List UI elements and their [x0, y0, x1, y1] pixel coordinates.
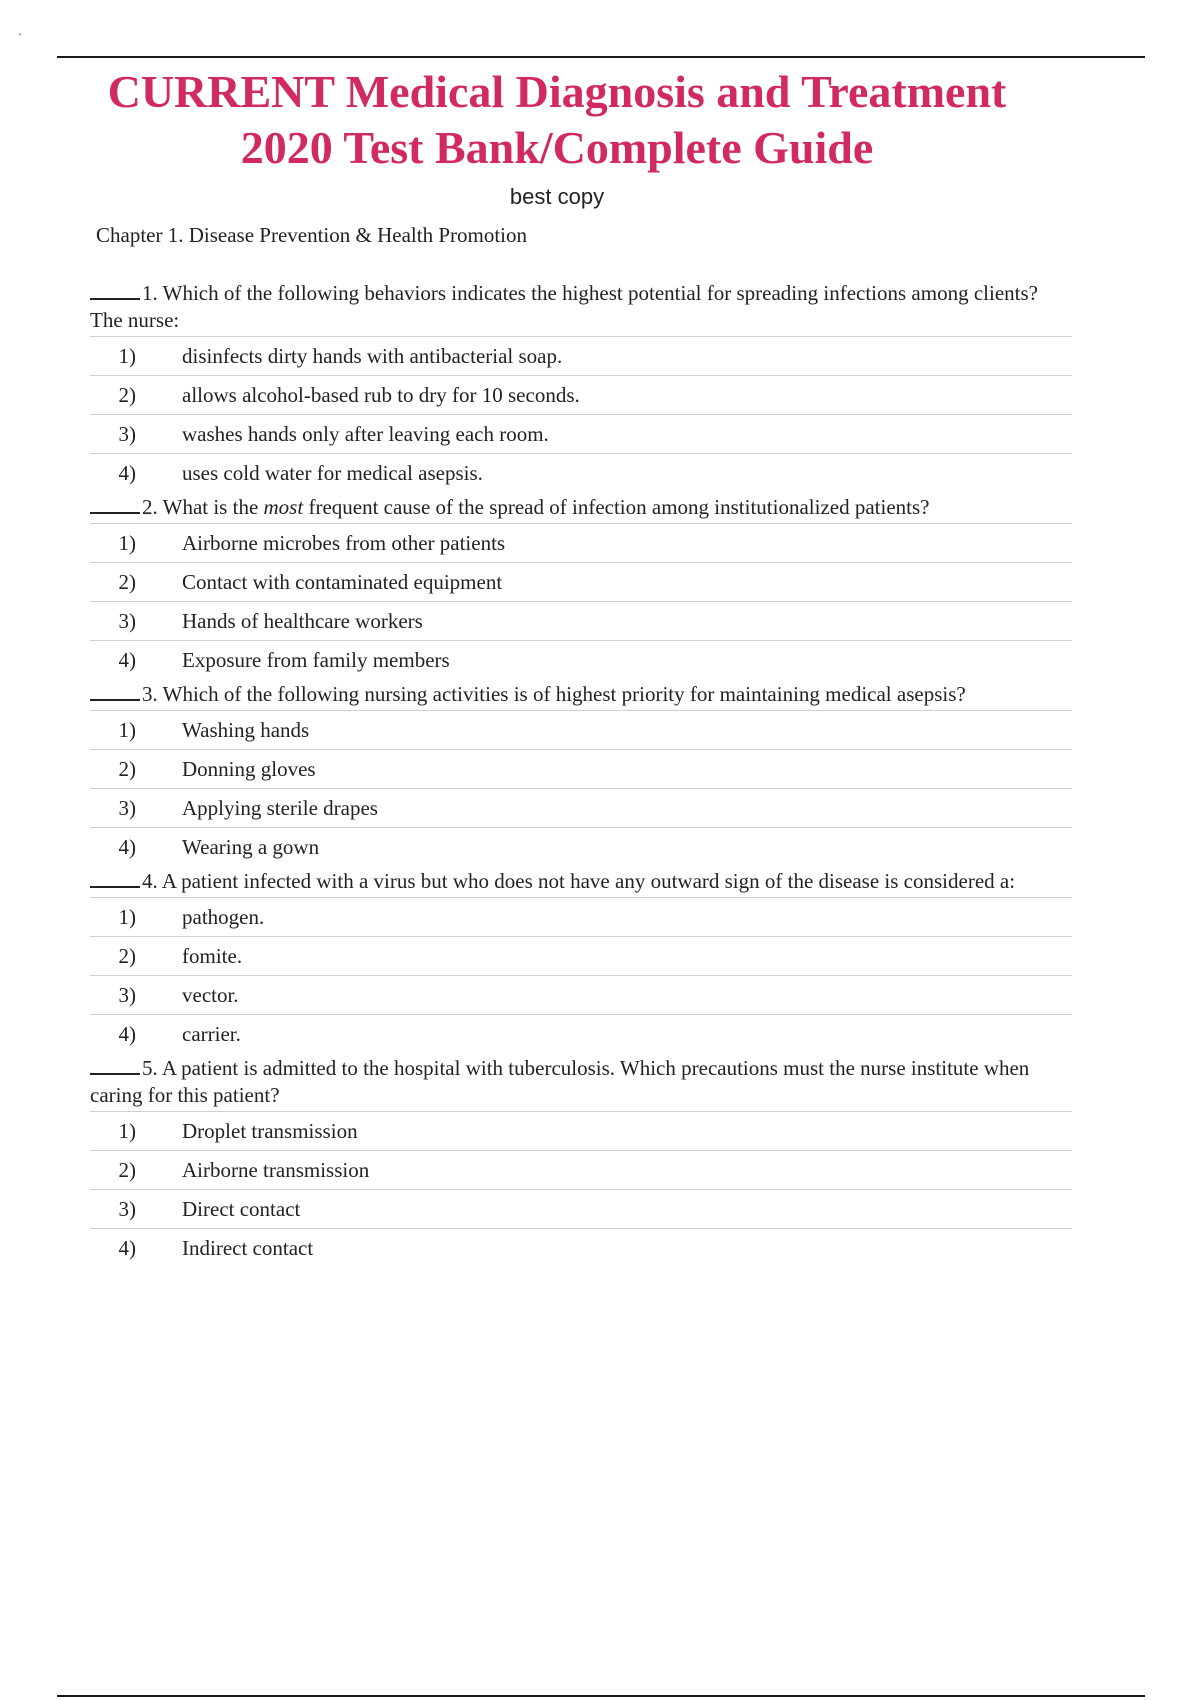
option-number: 1) [118, 904, 136, 929]
question-stem [90, 280, 1072, 334]
option-number: 4) [118, 1021, 136, 1046]
option-text: pathogen. [182, 904, 265, 929]
corner-mark: . [18, 22, 22, 38]
question-stem [90, 681, 1072, 708]
option-list [90, 523, 1072, 679]
question-stem [90, 868, 1072, 895]
option-text: Contact with contaminated equipment [182, 569, 503, 594]
question-list [90, 280, 1072, 1269]
option-row [90, 1014, 1072, 1053]
question-text-end: frequent cause of the spread of infection among institutionalized patients? [303, 495, 930, 519]
option-number: 4) [118, 834, 136, 859]
option-text: uses cold water for medical asepsis. [182, 460, 483, 485]
question-stem [90, 494, 1072, 521]
question-text: 2. What is the [142, 495, 264, 519]
document-title [57, 64, 1057, 176]
option-row [90, 897, 1072, 936]
option-row [90, 453, 1072, 492]
option-text: Direct contact [182, 1196, 301, 1221]
option-list [90, 897, 1072, 1053]
option-text: vector. [182, 982, 239, 1007]
question-text: 1. Which of the following behaviors indicates the highest potential for spreading infections among clients? The nurse: [90, 281, 1038, 332]
option-list [90, 336, 1072, 492]
option-row [90, 336, 1072, 375]
option-text: Donning gloves [182, 756, 316, 781]
option-row [90, 414, 1072, 453]
answer-blank[interactable] [90, 498, 140, 514]
option-text: disinfects dirty hands with antibacterial soap. [182, 343, 563, 368]
option-number: 4) [118, 460, 136, 485]
top-rule [57, 56, 1145, 58]
option-number: 3) [118, 1196, 136, 1221]
option-row [90, 601, 1072, 640]
question [90, 681, 1072, 866]
option-number: 1) [118, 1118, 136, 1143]
option-text: Airborne microbes from other patients [182, 530, 506, 555]
answer-blank[interactable] [90, 685, 140, 701]
option-row [90, 1150, 1072, 1189]
option-text: Droplet transmission [182, 1118, 358, 1143]
option-text: Hands of healthcare workers [182, 608, 423, 633]
option-row [90, 640, 1072, 679]
question [90, 280, 1072, 492]
question-emphasis: most [263, 495, 304, 519]
option-number: 1) [118, 717, 136, 742]
option-number: 4) [118, 1235, 136, 1260]
option-text: Indirect contact [182, 1235, 314, 1260]
option-row [90, 710, 1072, 749]
option-row [90, 936, 1072, 975]
option-row [90, 827, 1072, 866]
option-text: carrier. [182, 1021, 241, 1046]
option-number: 2) [118, 569, 136, 594]
option-row [90, 523, 1072, 562]
option-row [90, 975, 1072, 1014]
title-line-2: 2020 Test Bank/Complete Guide [240, 122, 874, 173]
option-list [90, 710, 1072, 866]
option-number: 2) [118, 382, 136, 407]
option-row [90, 1228, 1072, 1267]
option-text: Airborne transmission [182, 1157, 370, 1182]
answer-blank[interactable] [90, 284, 140, 300]
question-text: 4. A patient infected with a virus but who does not have any outward sign of the disease is considered a: [142, 869, 1016, 893]
option-text: Washing hands [182, 717, 310, 742]
option-text: fomite. [182, 943, 243, 968]
question [90, 494, 1072, 679]
option-text: Wearing a gown [182, 834, 320, 859]
option-row [90, 1189, 1072, 1228]
chapter-heading: Chapter 1. Disease Prevention & Health Promotion [96, 223, 528, 247]
bottom-rule [57, 1695, 1145, 1697]
option-text: Exposure from family members [182, 647, 450, 672]
option-text: Applying sterile drapes [182, 795, 378, 820]
question [90, 868, 1072, 1053]
option-number: 3) [118, 982, 136, 1007]
option-row [90, 562, 1072, 601]
option-number: 4) [118, 647, 136, 672]
answer-blank[interactable] [90, 872, 140, 888]
option-number: 3) [118, 421, 136, 446]
option-number: 1) [118, 343, 136, 368]
subtitle: best copy [509, 184, 605, 209]
option-text: washes hands only after leaving each room. [182, 421, 549, 446]
question-text: 3. Which of the following nursing activities is of highest priority for maintaining medical asepsis? [142, 682, 966, 706]
option-row [90, 1111, 1072, 1150]
option-number: 2) [118, 756, 136, 781]
option-row [90, 788, 1072, 827]
question [90, 1055, 1072, 1267]
option-row [90, 375, 1072, 414]
option-text: allows alcohol-based rub to dry for 10 seconds. [182, 382, 580, 407]
option-number: 2) [118, 1157, 136, 1182]
option-row [90, 749, 1072, 788]
option-number: 2) [118, 943, 136, 968]
option-number: 3) [118, 608, 136, 633]
option-number: 1) [118, 530, 136, 555]
question-text: 5. A patient is admitted to the hospital with tuberculosis. Which precautions must the nurse institute when caring for this patient? [90, 1056, 1030, 1107]
question-stem [90, 1055, 1072, 1109]
answer-blank[interactable] [90, 1059, 140, 1075]
option-list [90, 1111, 1072, 1267]
option-number: 3) [118, 795, 136, 820]
title-line-1: CURRENT Medical Diagnosis and Treatment [107, 66, 1007, 117]
